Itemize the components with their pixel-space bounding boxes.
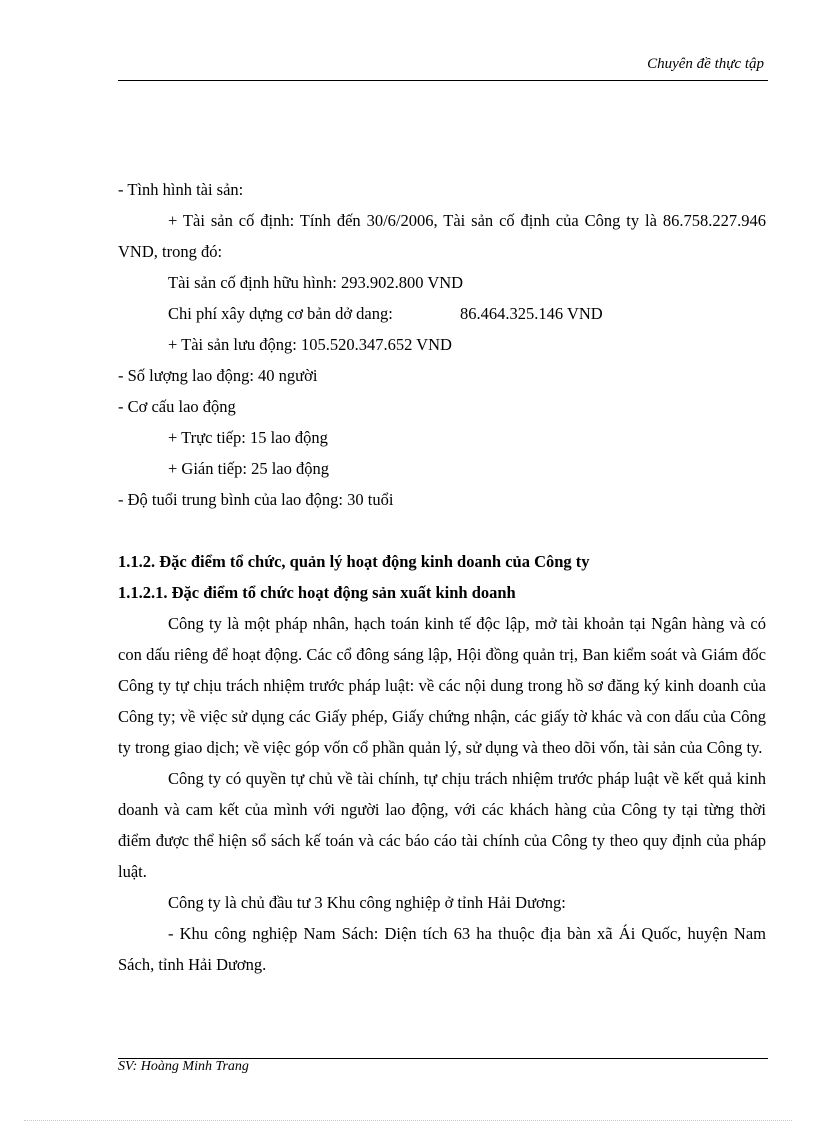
- document-body: [118, 174, 766, 980]
- paragraph-industrial-zones: Công ty là chủ đầu tư 3 Khu công nghiệp ở tỉnh Hải Dương:: [168, 893, 566, 912]
- page-bottom-border: [24, 1120, 792, 1121]
- header-title: Chuyên đề thực tập: [647, 56, 764, 72]
- paragraph-legal-entity: Công ty là một pháp nhân, hạch toán kinh tế độc lập, mở tài khoản tại Ngân hàng và có con dấu riêng để hoạt động. Các cổ đông sáng lập, Hội đồng quản trị, Ban kiểm soát và Giám đốc Công ty tự chịu trách nhiệm trước pháp luật: về các nội dung trong hồ sơ đăng ký kinh doanh của Công ty; về việc sử dụng các Giấy phép, Giấy chứng nhận, các giấy tờ khác và con dấu của Công ty trong giao dịch; về việc góp vốn cổ phần quản lý, sử dụng và theo dõi vốn, tài sản của Công ty.: [118, 614, 766, 757]
- construction-cost-value: 86.464.325.146 VND: [460, 304, 603, 323]
- average-age-line: - Độ tuổi trung bình của lao động: 30 tuổi: [118, 490, 394, 509]
- subsection-heading: 1.1.2.1. Đặc điểm tổ chức hoạt động sản xuất kinh doanh: [118, 583, 516, 602]
- labor-count-line: - Số lượng lao động: 40 người: [118, 366, 318, 385]
- indirect-labor-line: + Gián tiếp: 25 lao động: [168, 459, 329, 478]
- footer-author: SV: Hoàng Minh Trang: [118, 1059, 249, 1074]
- construction-cost-label: Chi phí xây dựng cơ bản dở dang:: [168, 304, 393, 323]
- direct-labor-line: + Trực tiếp: 15 lao động: [168, 428, 328, 447]
- fixed-assets-line: + Tài sản cố định: Tính đến 30/6/2006, Tài sản cố định của Công ty là 86.758.227.946 VND, trong đó:: [118, 211, 766, 261]
- section-gap: [118, 515, 766, 546]
- labor-structure-line: - Cơ cấu lao động: [118, 397, 236, 416]
- header-rule: [118, 80, 768, 81]
- paragraph-nam-sach-zone: - Khu công nghiệp Nam Sách: Diện tích 63 ha thuộc địa bàn xã Ái Quốc, huyện Nam Sách, tỉnh Hải Dương.: [118, 924, 766, 974]
- tangible-assets-line: Tài sản cố định hữu hình: 293.902.800 VND: [168, 273, 464, 292]
- paragraph-financial-autonomy: Công ty có quyền tự chủ về tài chính, tự chịu trách nhiệm trước pháp luật về kết quả kinh doanh và cam kết của mình với người lao động, với các khách hàng của Công ty tại từng thời điểm được thể hiện sổ sách kế toán và các báo cáo tài chính của Công ty theo quy định của pháp luật.: [118, 769, 766, 881]
- construction-cost-line: [118, 298, 766, 329]
- assets-line: - Tình hình tài sản:: [118, 180, 244, 199]
- section-heading: 1.1.2. Đặc điểm tổ chức, quản lý hoạt động kinh doanh của Công ty: [118, 552, 590, 571]
- current-assets-line: + Tài sản lưu động: 105.520.347.652 VND: [168, 335, 452, 354]
